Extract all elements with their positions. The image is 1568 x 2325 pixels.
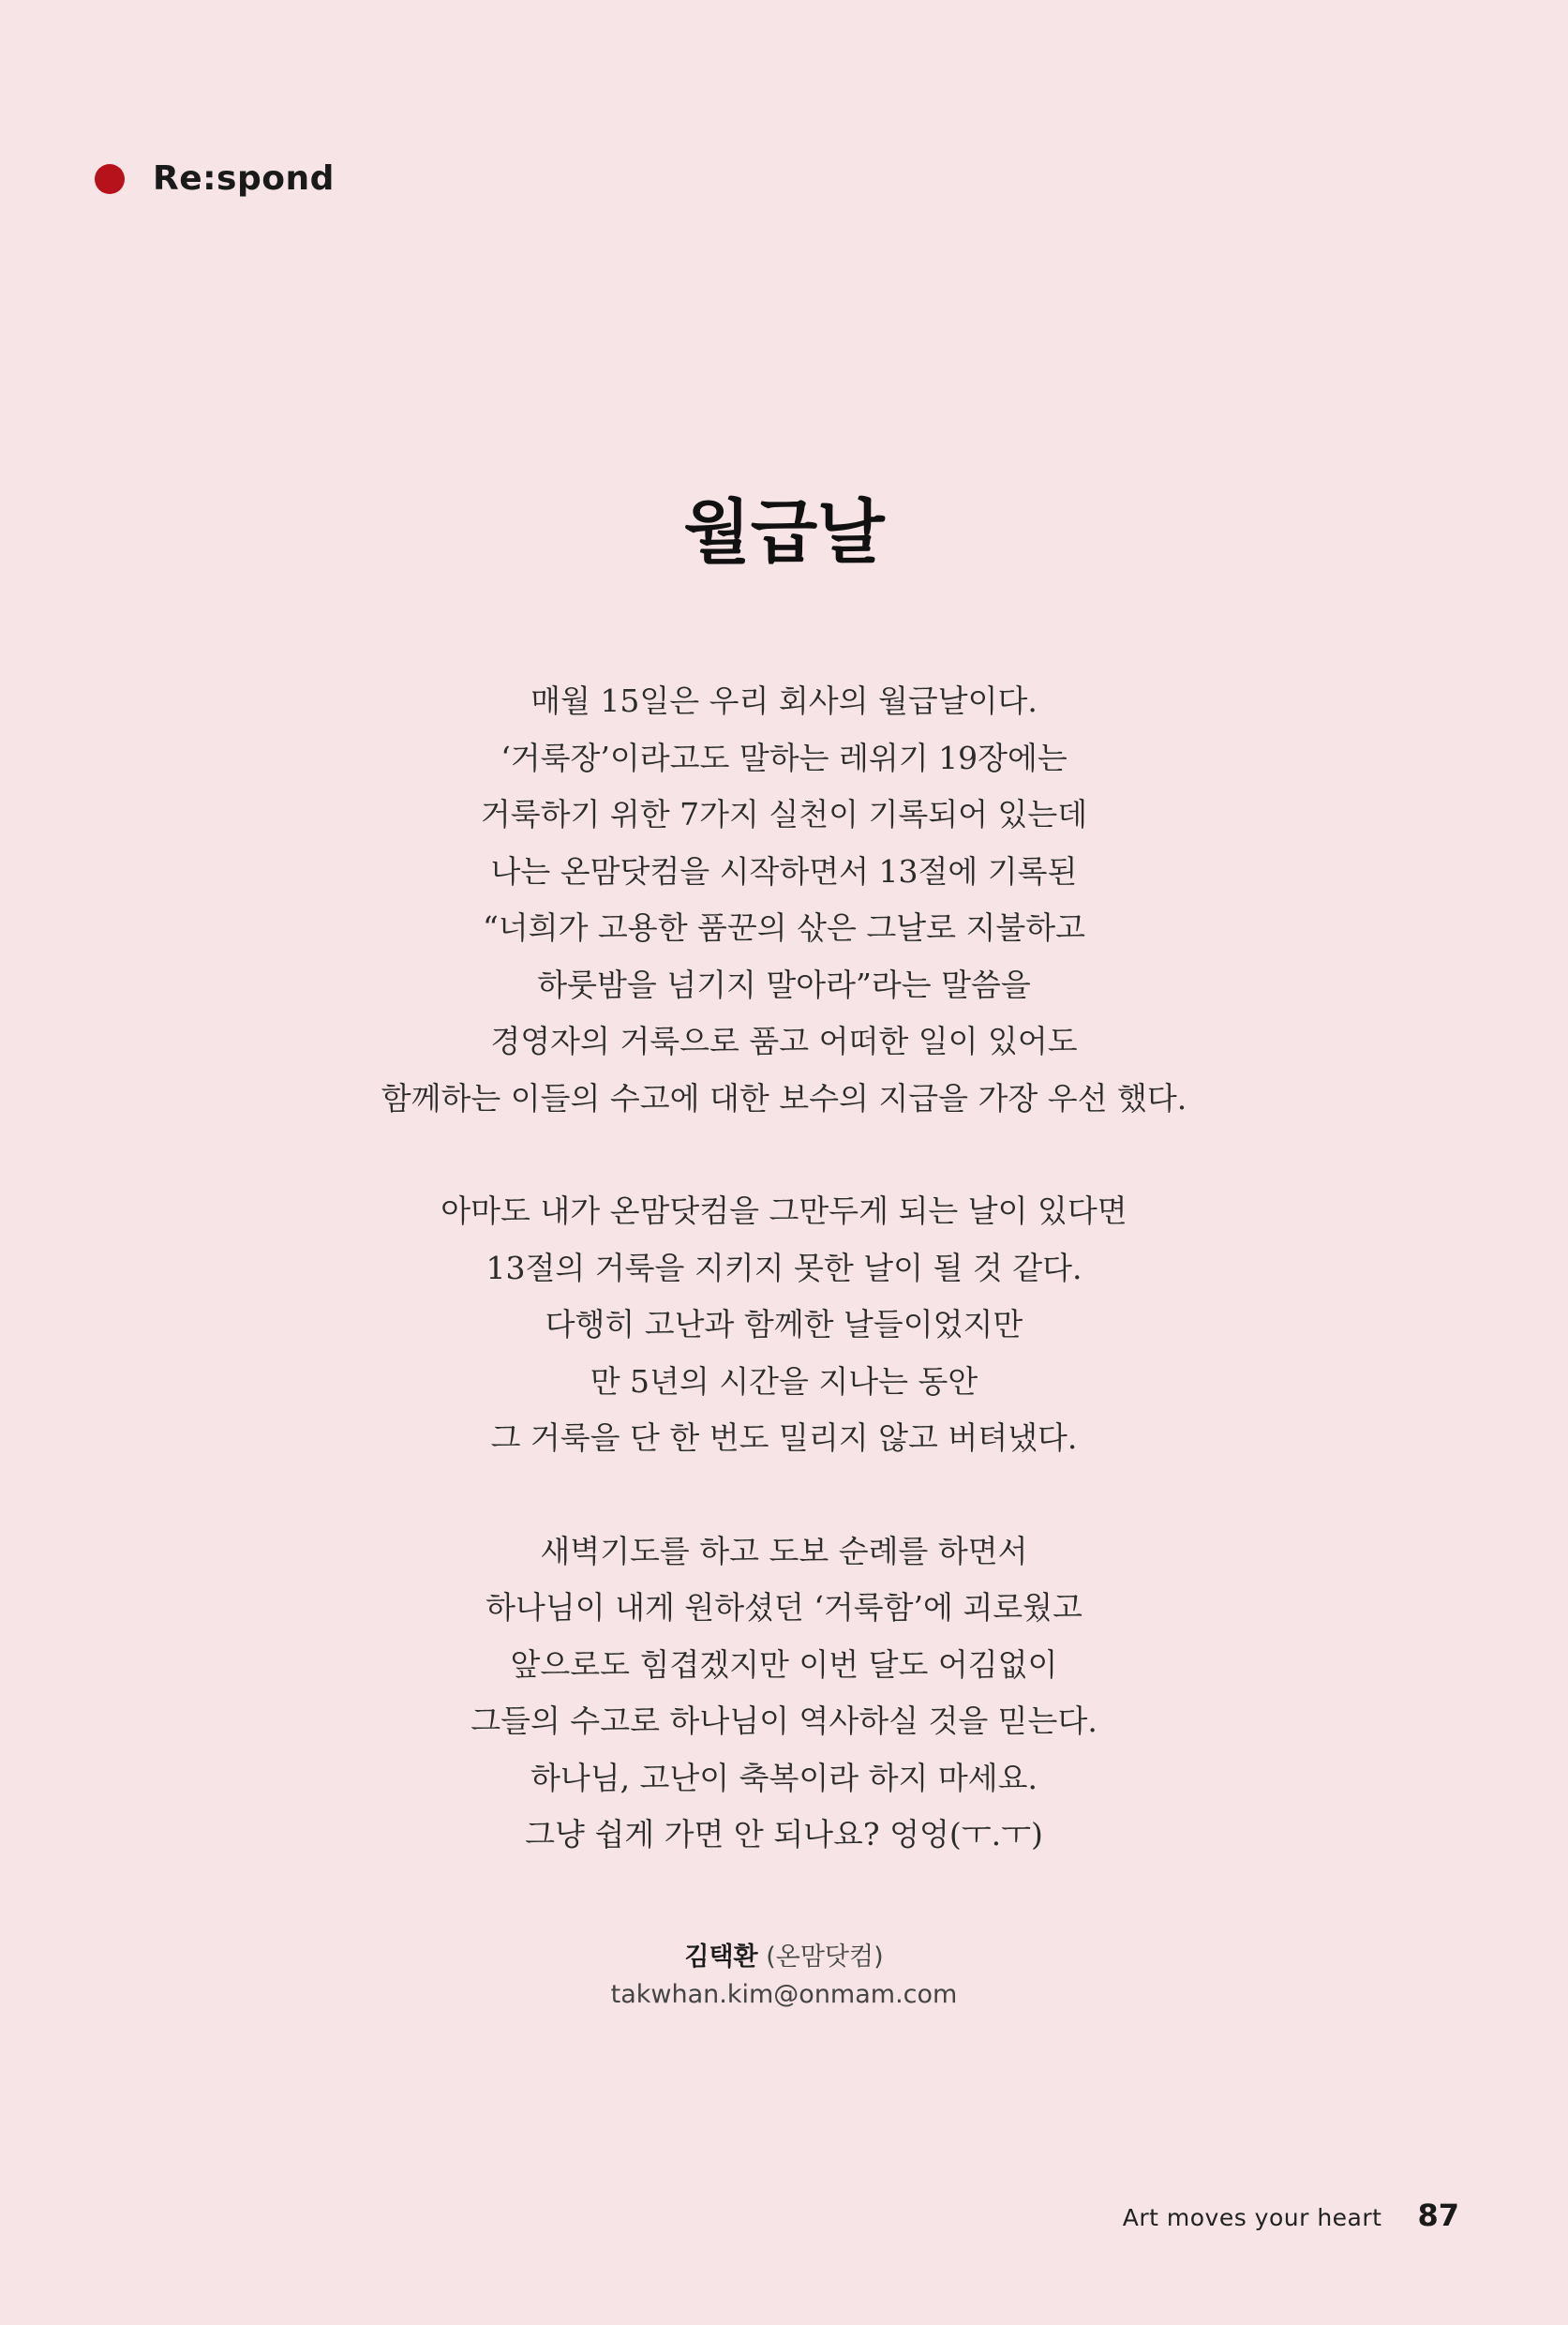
- stanza-2: [0, 1183, 1568, 1467]
- poem-line: 그들의 수고로 하나님이 역사하실 것을 믿는다.: [470, 1702, 1098, 1739]
- stanza-1: [0, 673, 1568, 1127]
- poem-line: 함께하는 이들의 수고에 대한 보수의 지급을 가장 우선 했다.: [381, 1079, 1187, 1117]
- poem-line: 매월 15일은 우리 회사의 월급날이다.: [530, 682, 1038, 719]
- poem-line: 다행히 고난과 함께한 날들이었지만: [545, 1306, 1023, 1342]
- poem-line: 하나님, 고난이 축복이라 하지 마세요.: [530, 1759, 1038, 1796]
- author-email: takwhan.kim@onmam.com: [610, 1980, 958, 2009]
- poem-line: 그냥 쉽게 가면 안 되나요? 엉엉(ㅜ.ㅜ): [525, 1816, 1043, 1852]
- section-bullet-icon: [95, 164, 125, 194]
- poem-line: 거룩하기 위한 7가지 실천이 기록되어 있는데: [480, 796, 1088, 832]
- poem-line: 만 5년의 시간을 지나는 동안: [590, 1362, 978, 1400]
- poem-line: 앞으로도 힘겹겠지만 이번 달도 어김없이: [510, 1645, 1058, 1683]
- poem-body: [0, 673, 1568, 1920]
- poem-line: 13절의 거룩을 지키지 못한 날이 될 것 같다.: [485, 1249, 1083, 1286]
- page-footer: [1123, 2198, 1459, 2233]
- section-tag: [95, 159, 335, 198]
- footer-tagline: Art moves your heart: [1122, 2204, 1382, 2231]
- poem-line: 하룻밤을 넘기지 말아라”라는 말씀을: [537, 966, 1031, 1003]
- poem-line: 경영자의 거룩으로 품고 어떠한 일이 있어도: [490, 1023, 1078, 1059]
- section-label: Re:spond: [153, 159, 335, 198]
- article-title: 월급날: [683, 492, 885, 573]
- poem-line: 하나님이 내게 원하셨던 ‘거룩함’에 괴로웠고: [485, 1589, 1083, 1626]
- author-org: (온맘닷컴): [766, 1942, 884, 1972]
- poem-line: “너희가 고용한 품꾼의 삯은 그날로 지불하고: [482, 909, 1086, 946]
- author-name: 김택환: [684, 1942, 758, 1972]
- poem-line: 아마도 내가 온맘닷컴을 그만두게 되는 날이 있다면: [441, 1192, 1127, 1229]
- poem-line: 새벽기도를 하고 도보 순례를 하면서: [540, 1532, 1028, 1569]
- page-number: 87: [1417, 2198, 1459, 2233]
- stanza-3: [0, 1523, 1568, 1864]
- author-block: [0, 1939, 1568, 2014]
- poem-line: 그 거룩을 단 한 번도 밀리지 않고 버텨냈다.: [490, 1419, 1078, 1456]
- poem-line: 나는 온맘닷컴을 시작하면서 13절에 기록된: [490, 852, 1078, 890]
- author-line: [0, 1939, 1568, 1976]
- poem-line: ‘거룩장’이라고도 말하는 레위기 19장에는: [500, 739, 1068, 776]
